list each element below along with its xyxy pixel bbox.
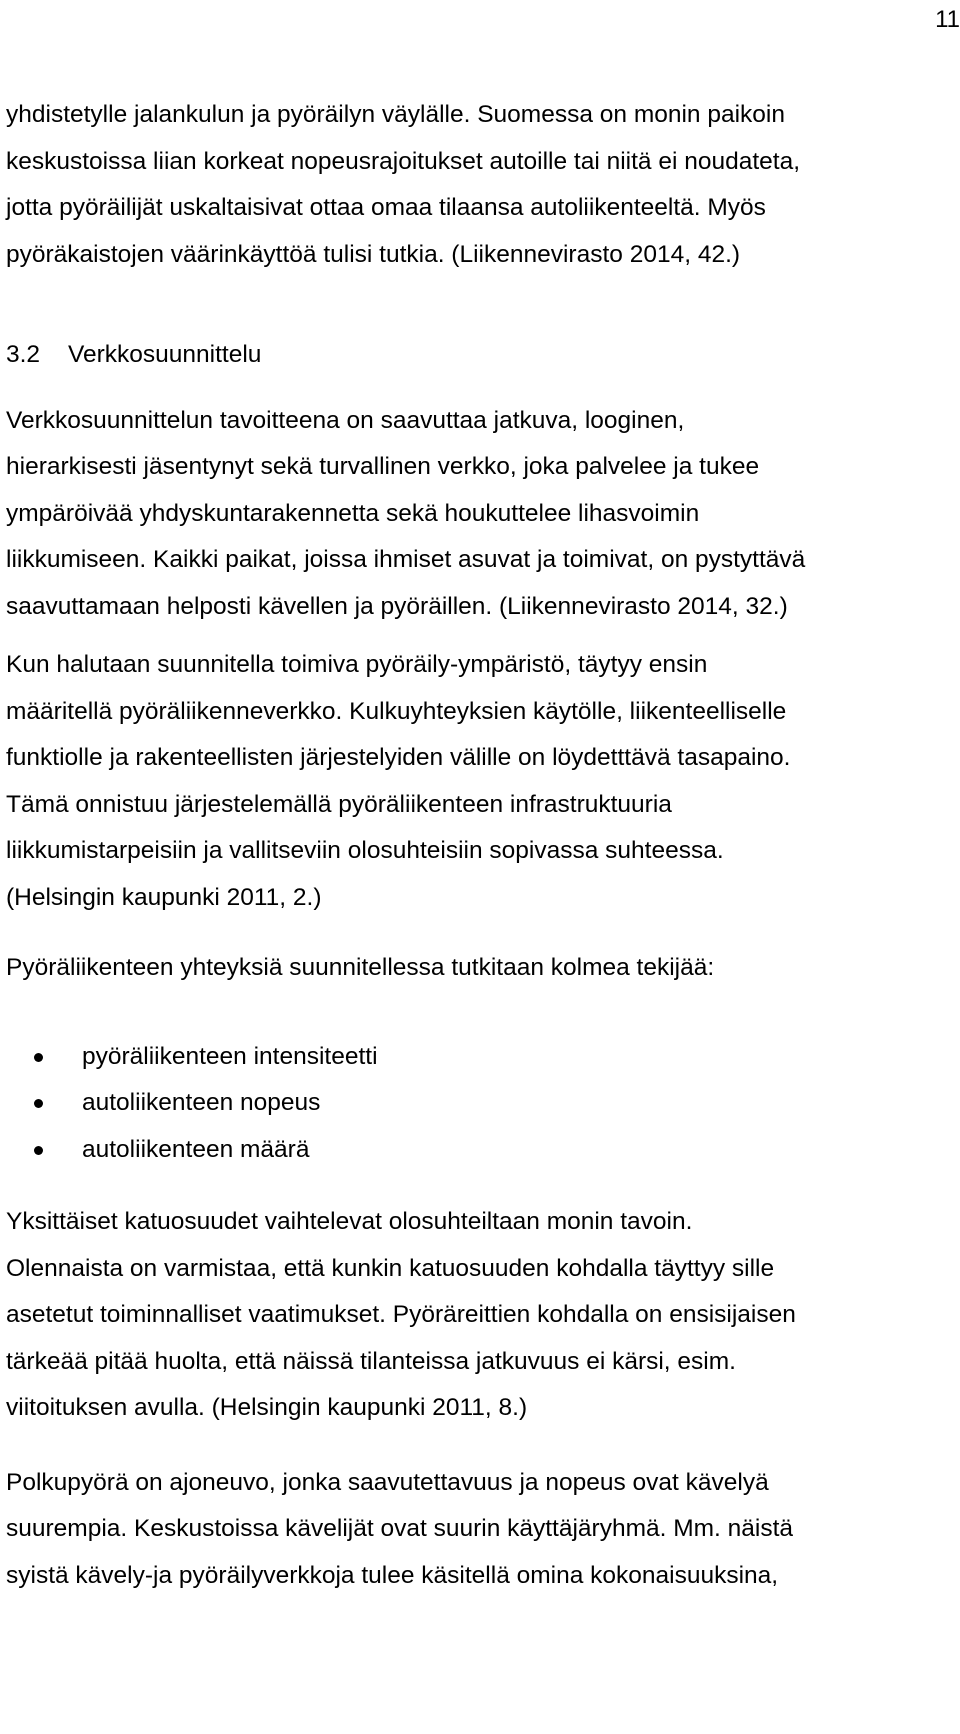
factor-list	[6, 1034, 956, 1174]
text-line: suurempia. Keskustoissa kävelijät ovat suurin käyttäjäryhmä. Mm. näistä	[6, 1515, 794, 1542]
paragraph-1	[6, 398, 956, 631]
text-line: funktiolle ja rakenteellisten järjestelyiden välille on löydetttävä tasapaino.	[6, 744, 791, 771]
text-line: ympäröivää yhdyskuntarakennetta sekä houkuttelee lihasvoimin	[6, 499, 700, 527]
text-line: liikkumistarpeisiin ja vallitseviin olosuhteisiin sopivassa suhteessa.	[6, 837, 724, 864]
text-line: Tämä onnistuu järjestelemällä pyöräliikenteen infrastruktuuria	[6, 790, 672, 818]
bullet-icon	[34, 1146, 43, 1155]
bullet-icon	[34, 1053, 43, 1062]
paragraph-4	[6, 1199, 956, 1432]
text-line: syistä kävely-ja pyöräilyverkkoja tulee käsitellä omina kokonaisuuksina,	[6, 1561, 779, 1589]
text-line: jotta pyöräilijät uskaltaisivat ottaa omaa tilaansa autoliikenteeltä. Myös	[6, 194, 766, 221]
text-line: hierarkisesti jäsentynyt sekä turvallinen verkko, joka palvelee ja tukee	[6, 453, 760, 480]
text-line: määritellä pyöräliikenneverkko. Kulkuyhteyksien käytölle, liikenteelliselle	[6, 697, 787, 725]
text-line: Olennaista on varmistaa, että kunkin katuosuuden kohdalla täyttyy sille	[6, 1254, 775, 1282]
list-item: pyöräliikenteen intensiteetti	[6, 1034, 956, 1081]
section-title: Verkkosuunnittelu	[68, 341, 262, 368]
text-line: asetetut toiminnalliset vaatimukset. Pyöräreittien kohdalla on ensisijaisen	[6, 1301, 796, 1328]
text-line: saavuttamaan helposti kävellen ja pyöräillen. (Liikennevirasto 2014, 32.)	[6, 592, 788, 620]
text-line: Verkkosuunnittelun tavoitteena on saavuttaa jatkuva, looginen,	[6, 406, 685, 434]
text-line: tärkeää pitää huolta, että näissä tilanteissa jatkuvuus ei kärsi, esim.	[6, 1347, 736, 1375]
list-item: autoliikenteen nopeus	[6, 1080, 956, 1127]
text-line: yhdistetylle jalankulun ja pyöräilyn väylälle. Suomessa on monin paikoin	[6, 101, 785, 128]
page-number: 11	[935, 6, 960, 33]
paragraph-2	[6, 642, 956, 921]
text-line: Yksittäiset katuosuudet vaihtelevat olosuhteiltaan monin tavoin.	[6, 1208, 693, 1235]
paragraph-5	[6, 1460, 956, 1600]
text-line: Polkupyörä on ajoneuvo, jonka saavutettavuus ja nopeus ovat kävelyä	[6, 1468, 769, 1496]
paragraph-intro	[6, 92, 956, 278]
paragraph-3	[6, 945, 956, 992]
document-body	[6, 92, 956, 1599]
bullet-icon	[34, 1099, 43, 1108]
text-line: liikkumiseen. Kaikki paikat, joissa ihmiset asuvat ja toimivat, on pystyttävä	[6, 546, 806, 573]
section-heading	[6, 332, 956, 379]
text-line: Kun halutaan suunnitella toimiva pyöräily-ympäristö, täytyy ensin	[6, 651, 708, 678]
list-item: autoliikenteen määrä	[6, 1127, 956, 1174]
section-number: 3.2	[6, 341, 41, 368]
text-line: (Helsingin kaupunki 2011, 2.)	[6, 883, 322, 911]
text-line: pyöräkaistojen väärinkäyttöä tulisi tutkia. (Liikennevirasto 2014, 42.)	[6, 240, 741, 268]
text-line: viitoituksen avulla. (Helsingin kaupunki 2011, 8.)	[6, 1394, 528, 1421]
text-line: keskustoissa liian korkeat nopeusrajoitukset autoille tai niitä ei noudateta,	[6, 147, 801, 175]
text-line: Pyöräliikenteen yhteyksiä suunnitellessa tutkitaan kolmea tekijää:	[6, 954, 715, 981]
